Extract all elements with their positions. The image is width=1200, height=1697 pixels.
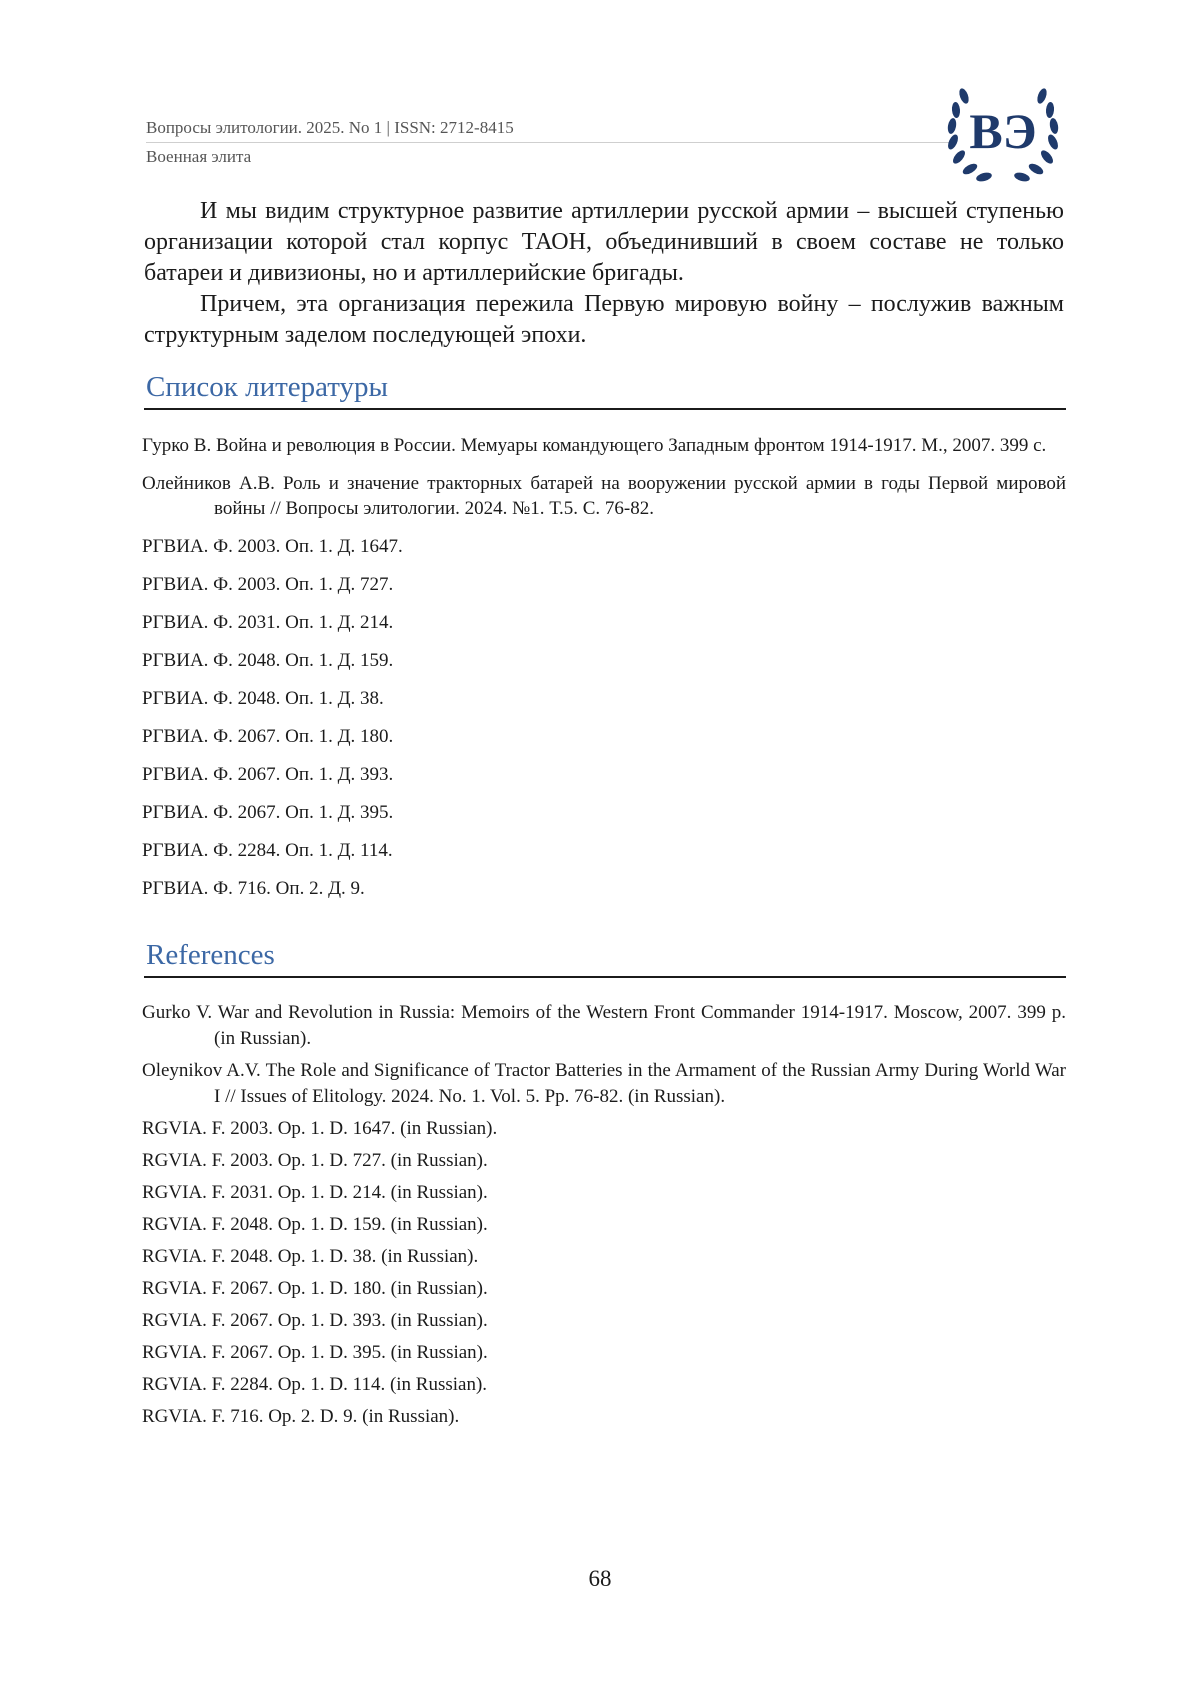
reference-item: РГВИА. Ф. 2048. Оп. 1. Д. 159. bbox=[142, 650, 394, 671]
reference-item: RGVIA. F. 2048. Op. 1. D. 159. (in Russian). bbox=[142, 1214, 488, 1235]
reference-item: RGVIA. F. 2067. Op. 1. D. 395. (in Russian). bbox=[142, 1342, 488, 1363]
reference-item: РГВИА. Ф. 2284. Оп. 1. Д. 114. bbox=[142, 840, 393, 861]
reference-item: RGVIA. F. 2067. Op. 1. D. 180. (in Russian). bbox=[142, 1278, 488, 1299]
journal-logo bbox=[944, 78, 1062, 190]
reference-item: РГВИА. Ф. 2003. Оп. 1. Д. 1647. bbox=[142, 536, 403, 557]
reference-item: РГВИА. Ф. 2048. Оп. 1. Д. 38. bbox=[142, 688, 384, 709]
reference-item: RGVIA. F. 2031. Op. 1. D. 214. (in Russian). bbox=[142, 1182, 488, 1203]
references-ru-list bbox=[142, 433, 1066, 914]
reference-item: RGVIA. F. 716. Op. 2. D. 9. (in Russian). bbox=[142, 1406, 460, 1427]
section-line: Военная элита bbox=[146, 147, 252, 166]
reference-item: РГВИА. Ф. 2067. Оп. 1. Д. 180. bbox=[142, 726, 394, 747]
reference-item: РГВИА. Ф. 2031. Оп. 1. Д. 214. bbox=[142, 612, 394, 633]
running-header bbox=[146, 117, 946, 168]
page-number: 68 bbox=[588, 1566, 612, 1591]
reference-item: RGVIA. F. 2048. Op. 1. D. 38. (in Russian). bbox=[142, 1246, 479, 1267]
references-en-title: References bbox=[146, 939, 275, 971]
references-en-list bbox=[142, 1000, 1066, 1436]
references-ru-title: Список литературы bbox=[146, 371, 389, 403]
reference-item: РГВИА. Ф. 716. Оп. 2. Д. 9. bbox=[142, 878, 365, 899]
references-ru-rule bbox=[144, 408, 1066, 410]
reference-item: РГВИА. Ф. 2003. Оп. 1. Д. 727. bbox=[142, 574, 394, 595]
body-text bbox=[144, 196, 1064, 351]
journal-line: Вопросы элитологии. 2025. No 1 | ISSN: 2712-8415 bbox=[146, 118, 514, 137]
reference-item: РГВИА. Ф. 2067. Оп. 1. Д. 395. bbox=[142, 802, 394, 823]
paragraph: Причем, эта организация пережила Первую мировую войну – послужив важным структурным заделом последующей эпохи. bbox=[144, 291, 1064, 348]
reference-item: RGVIA. F. 2284. Op. 1. D. 114. (in Russian). bbox=[142, 1374, 488, 1395]
logo-monogram: ВЭ bbox=[969, 103, 1037, 159]
reference-item: РГВИА. Ф. 2067. Оп. 1. Д. 393. bbox=[142, 764, 394, 785]
references-en-rule bbox=[144, 976, 1066, 978]
paragraph: И мы видим структурное развитие артиллерии русской армии – высшей ступенью организации которой стал корпус ТАОН, объединивший в своем составе не только батареи и дивизионы, но и артиллерийские бригады. bbox=[144, 198, 1064, 286]
reference-item: Гурко В. Война и революция в России. Мемуары командующего Западным фронтом 1914-1917. М., 2007. 399 с. bbox=[142, 435, 1047, 456]
reference-item: Gurko V. War and Revolution in Russia: Memoirs of the Western Front Commander 1914-1917. Moscow, 2007. 399 p. (in Russian). bbox=[142, 1002, 1066, 1049]
reference-item: Олейников А.В. Роль и значение тракторных батарей на вооружении русской армии в годы Первой мировой войны // Вопросы элитологии. 2024. №1. Т.5. С. 76-82. bbox=[142, 473, 1066, 519]
header-rule bbox=[146, 142, 956, 143]
reference-item: RGVIA. F. 2003. Op. 1. D. 727. (in Russian). bbox=[142, 1150, 488, 1171]
reference-item: RGVIA. F. 2067. Op. 1. D. 393. (in Russian). bbox=[142, 1310, 488, 1331]
reference-item: Oleynikov A.V. The Role and Significance of Tractor Batteries in the Armament of the Russian Army During World War I // Issues of Elitology. 2024. No. 1. Vol. 5. Pp. 76-82. (in Russian). bbox=[142, 1060, 1066, 1107]
reference-item: RGVIA. F. 2003. Op. 1. D. 1647. (in Russian). bbox=[142, 1118, 498, 1139]
